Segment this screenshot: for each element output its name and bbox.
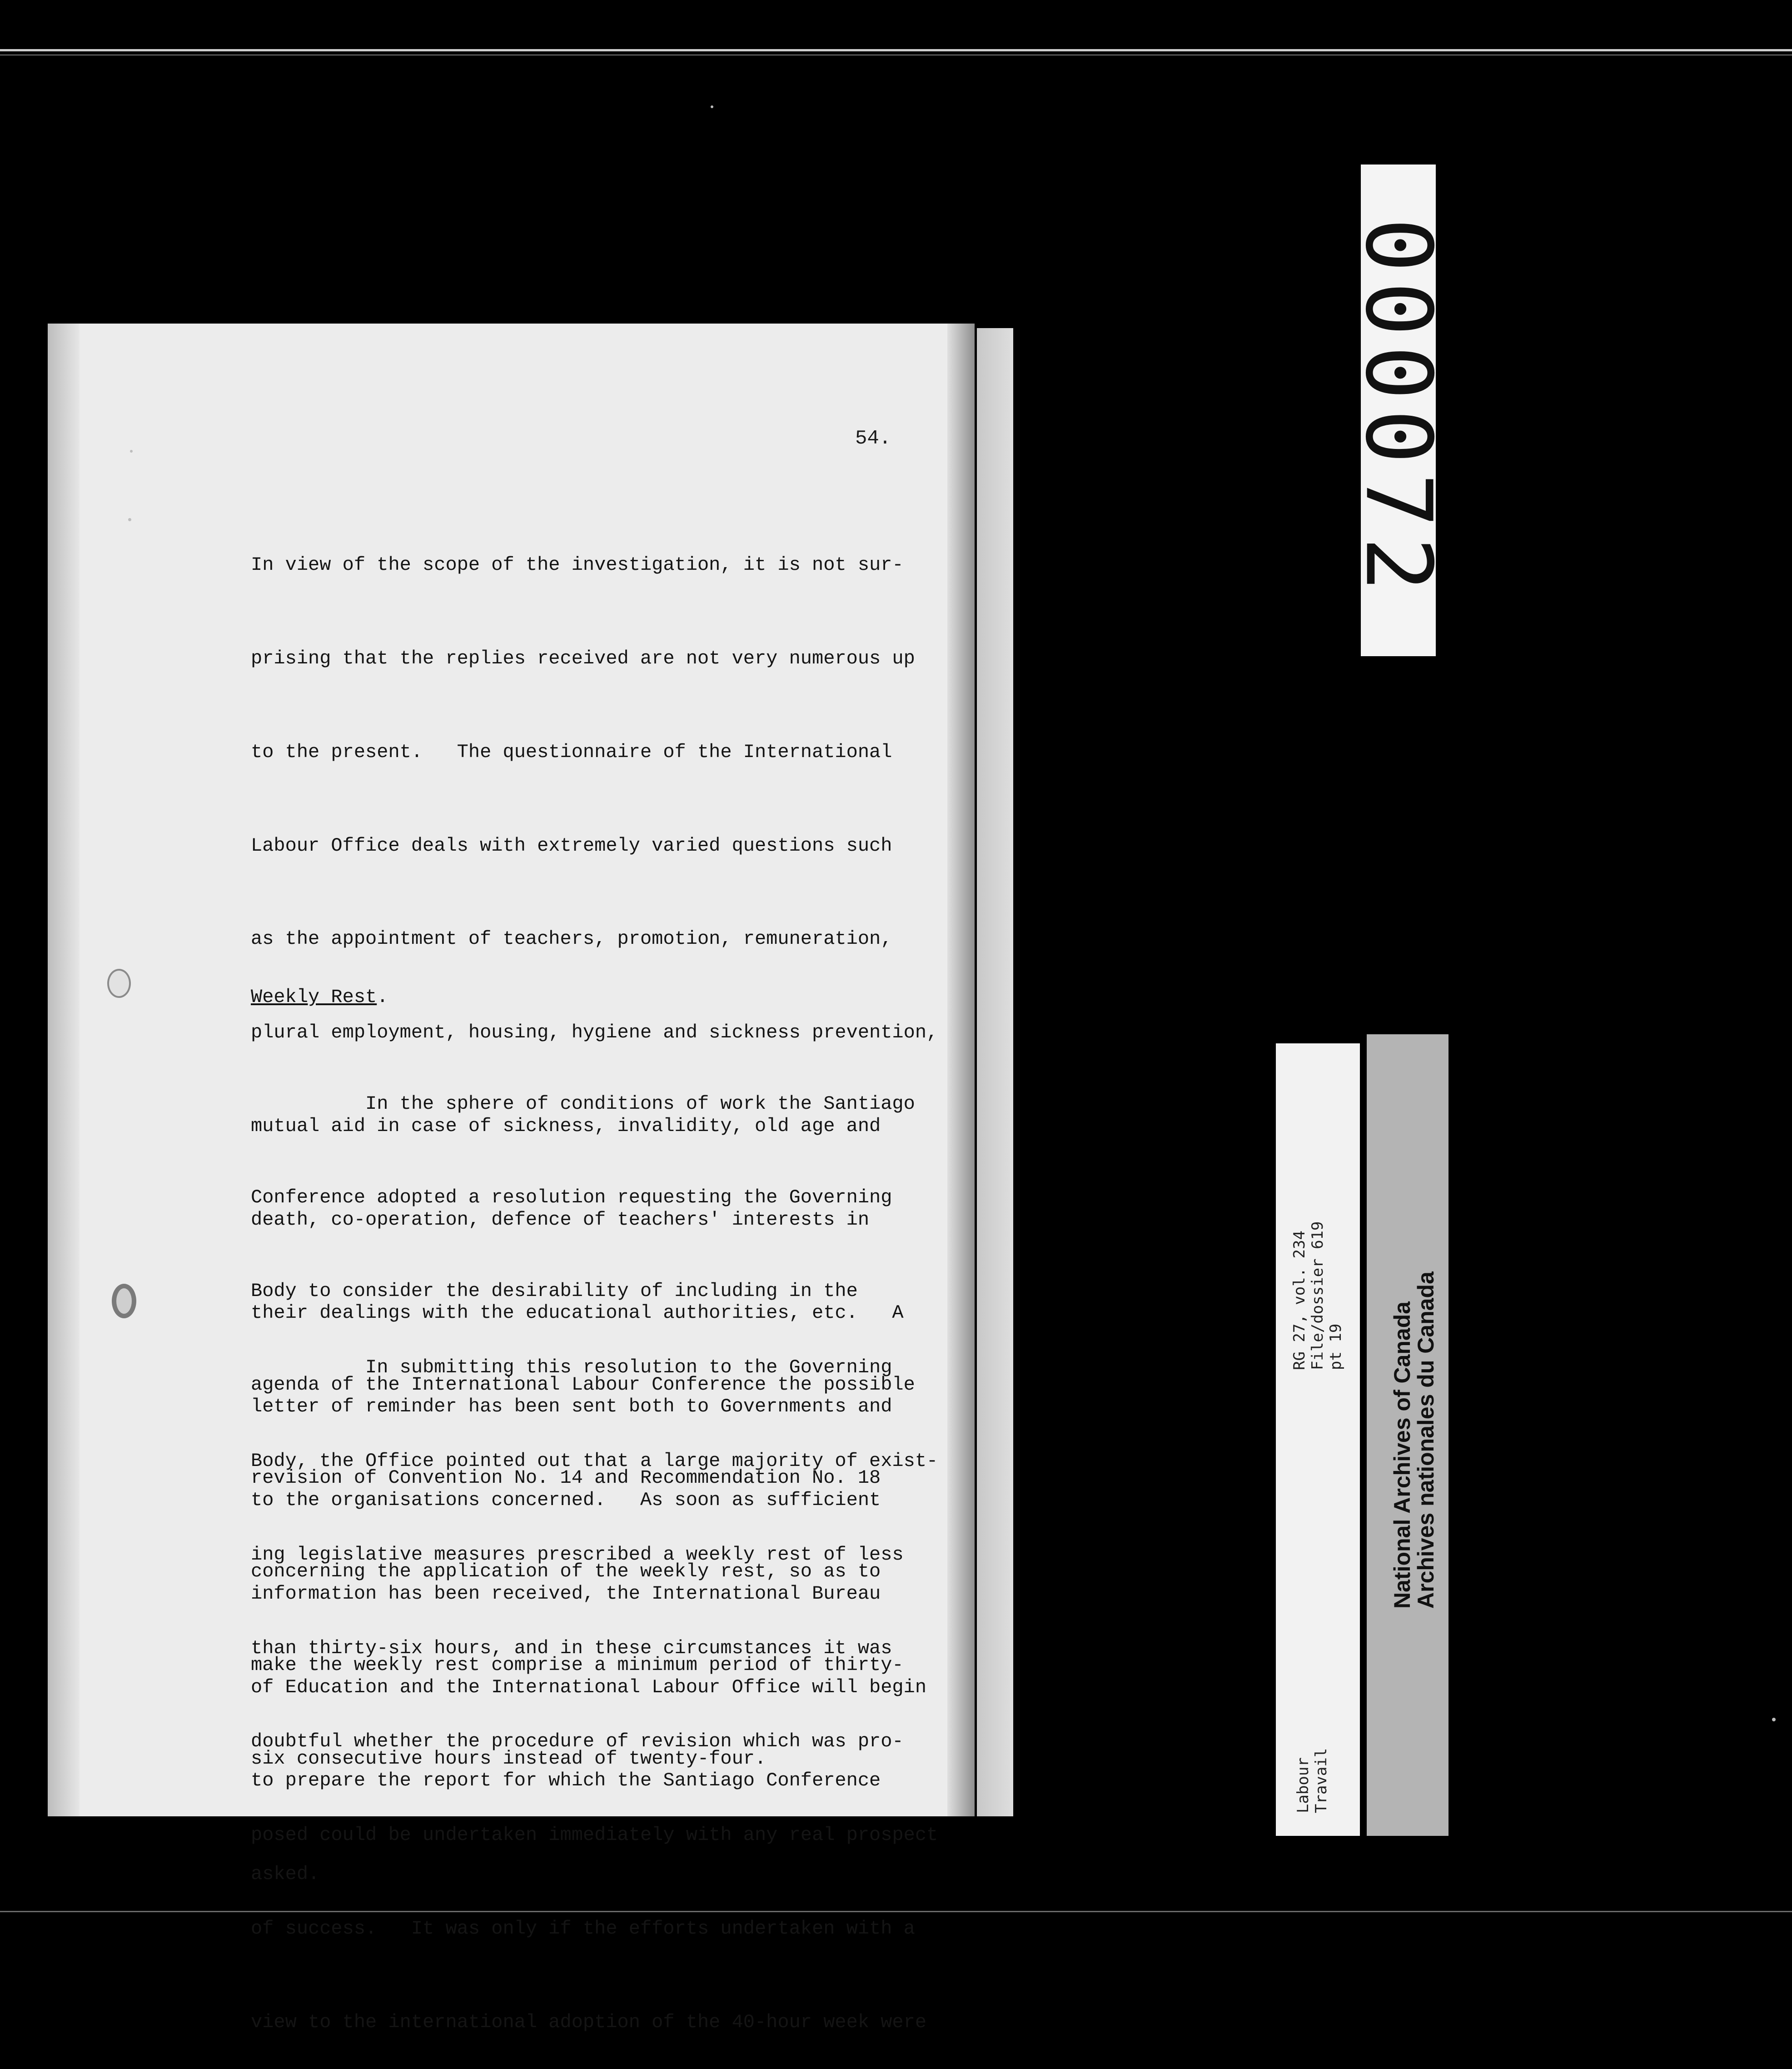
text-line: than thirty-six hours, and in these circumstances it was	[251, 1637, 892, 1659]
text-line: Body, the Office pointed out that a large majority of exist-	[251, 1450, 938, 1472]
dust-speck	[128, 518, 131, 521]
reference-line: pt 19	[1327, 1323, 1345, 1370]
text-line: their dealings with the educational authorities, etc. A	[251, 1302, 904, 1324]
text-line: In the sphere of conditions of work the Santiago	[251, 1093, 915, 1115]
text-line: to the organisations concerned. As soon as sufficient	[251, 1489, 881, 1511]
text-line: death, co-operation, defence of teachers' interests in	[251, 1208, 870, 1231]
text-line: of Education and the International Labour Office will begin	[251, 1676, 927, 1698]
department-name	[1294, 1748, 1330, 1813]
text-line: agenda of the International Labour Conference the possible	[251, 1373, 915, 1396]
text-line: In view of the scope of the investigation, it is not sur-	[251, 554, 904, 576]
text-line: revision of Convention No. 14 and Recommendation No. 18	[251, 1467, 881, 1489]
text-line: asked.	[251, 1863, 320, 1885]
archives-name-english: National Archives of Canada	[1389, 1301, 1415, 1609]
text-line: mutual aid in case of sickness, invalidity, old age and	[251, 1115, 881, 1137]
text-line: Conference adopted a resolution requesting the Governing	[251, 1186, 892, 1208]
text-line: plural employment, housing, hygiene and sickness prevention,	[251, 1022, 938, 1044]
text-line: doubtful whether the procedure of revision which was pro-	[251, 1730, 904, 1753]
text-line: information has been received, the International Bureau	[251, 1582, 881, 1605]
text-line: ing legislative measures prescribed a weekly rest of less	[251, 1543, 904, 1565]
text-line: prising that the replies received are not very numerous up	[251, 647, 915, 669]
archive-reference	[1290, 1221, 1345, 1370]
text-line: concerning the application of the weekly rest, so as to	[251, 1560, 881, 1583]
reference-line: File/dossier 619	[1309, 1221, 1327, 1370]
page-left-shadow	[48, 324, 80, 1816]
text-line: view to the international adoption of the 40-hour week were	[251, 2011, 927, 2033]
frame-number-text: 000072	[1345, 217, 1451, 601]
text-line: Labour Office deals with extremely varied questions such	[251, 834, 892, 857]
text-line: Body to consider the desirability of including in the	[251, 1280, 858, 1302]
paragraph-governing-body	[251, 1290, 938, 2069]
heading-text: Weekly Rest	[251, 986, 377, 1008]
reference-line: RG 27, vol. 234	[1290, 1230, 1309, 1370]
frame-number	[1345, 173, 1451, 645]
archive-reference-label	[1276, 1043, 1360, 1836]
punch-hole-lower	[112, 1284, 136, 1318]
department-line: Travail	[1312, 1748, 1330, 1813]
department-line: Labour	[1294, 1757, 1312, 1813]
archives-name	[1390, 1271, 1438, 1609]
text-line: In submitting this resolution to the Governing	[251, 1356, 892, 1379]
dust-speck	[1772, 1718, 1776, 1721]
dust-speck	[130, 450, 133, 453]
page-stack-edge	[977, 328, 1013, 1816]
text-line: posed could be undertaken immediately with any real prospect	[251, 1824, 938, 1846]
page-right-shadow	[947, 324, 975, 1816]
dust-speck	[711, 105, 713, 108]
text-line: letter of reminder has been sent both to Governments and	[251, 1396, 892, 1418]
film-edge-top	[0, 49, 1792, 51]
page-number: 54.	[855, 427, 891, 450]
section-heading	[251, 986, 388, 1008]
punch-hole-upper	[107, 969, 131, 998]
text-line: six consecutive hours instead of twenty-four.	[251, 1747, 767, 1770]
heading-suffix: .	[377, 986, 388, 1008]
text-line: as the appointment of teachers, promotion, remuneration,	[251, 928, 892, 950]
archives-name-french: Archives nationales du Canada	[1413, 1271, 1439, 1609]
text-line: to the present. The questionnaire of the International	[251, 741, 892, 763]
text-line: of success. It was only if the efforts undertaken with a	[251, 1917, 915, 1939]
text-line: to prepare the report for which the Santiago Conference	[251, 1770, 881, 1792]
text-line: make the weekly rest comprise a minimum period of thirty-	[251, 1654, 904, 1676]
